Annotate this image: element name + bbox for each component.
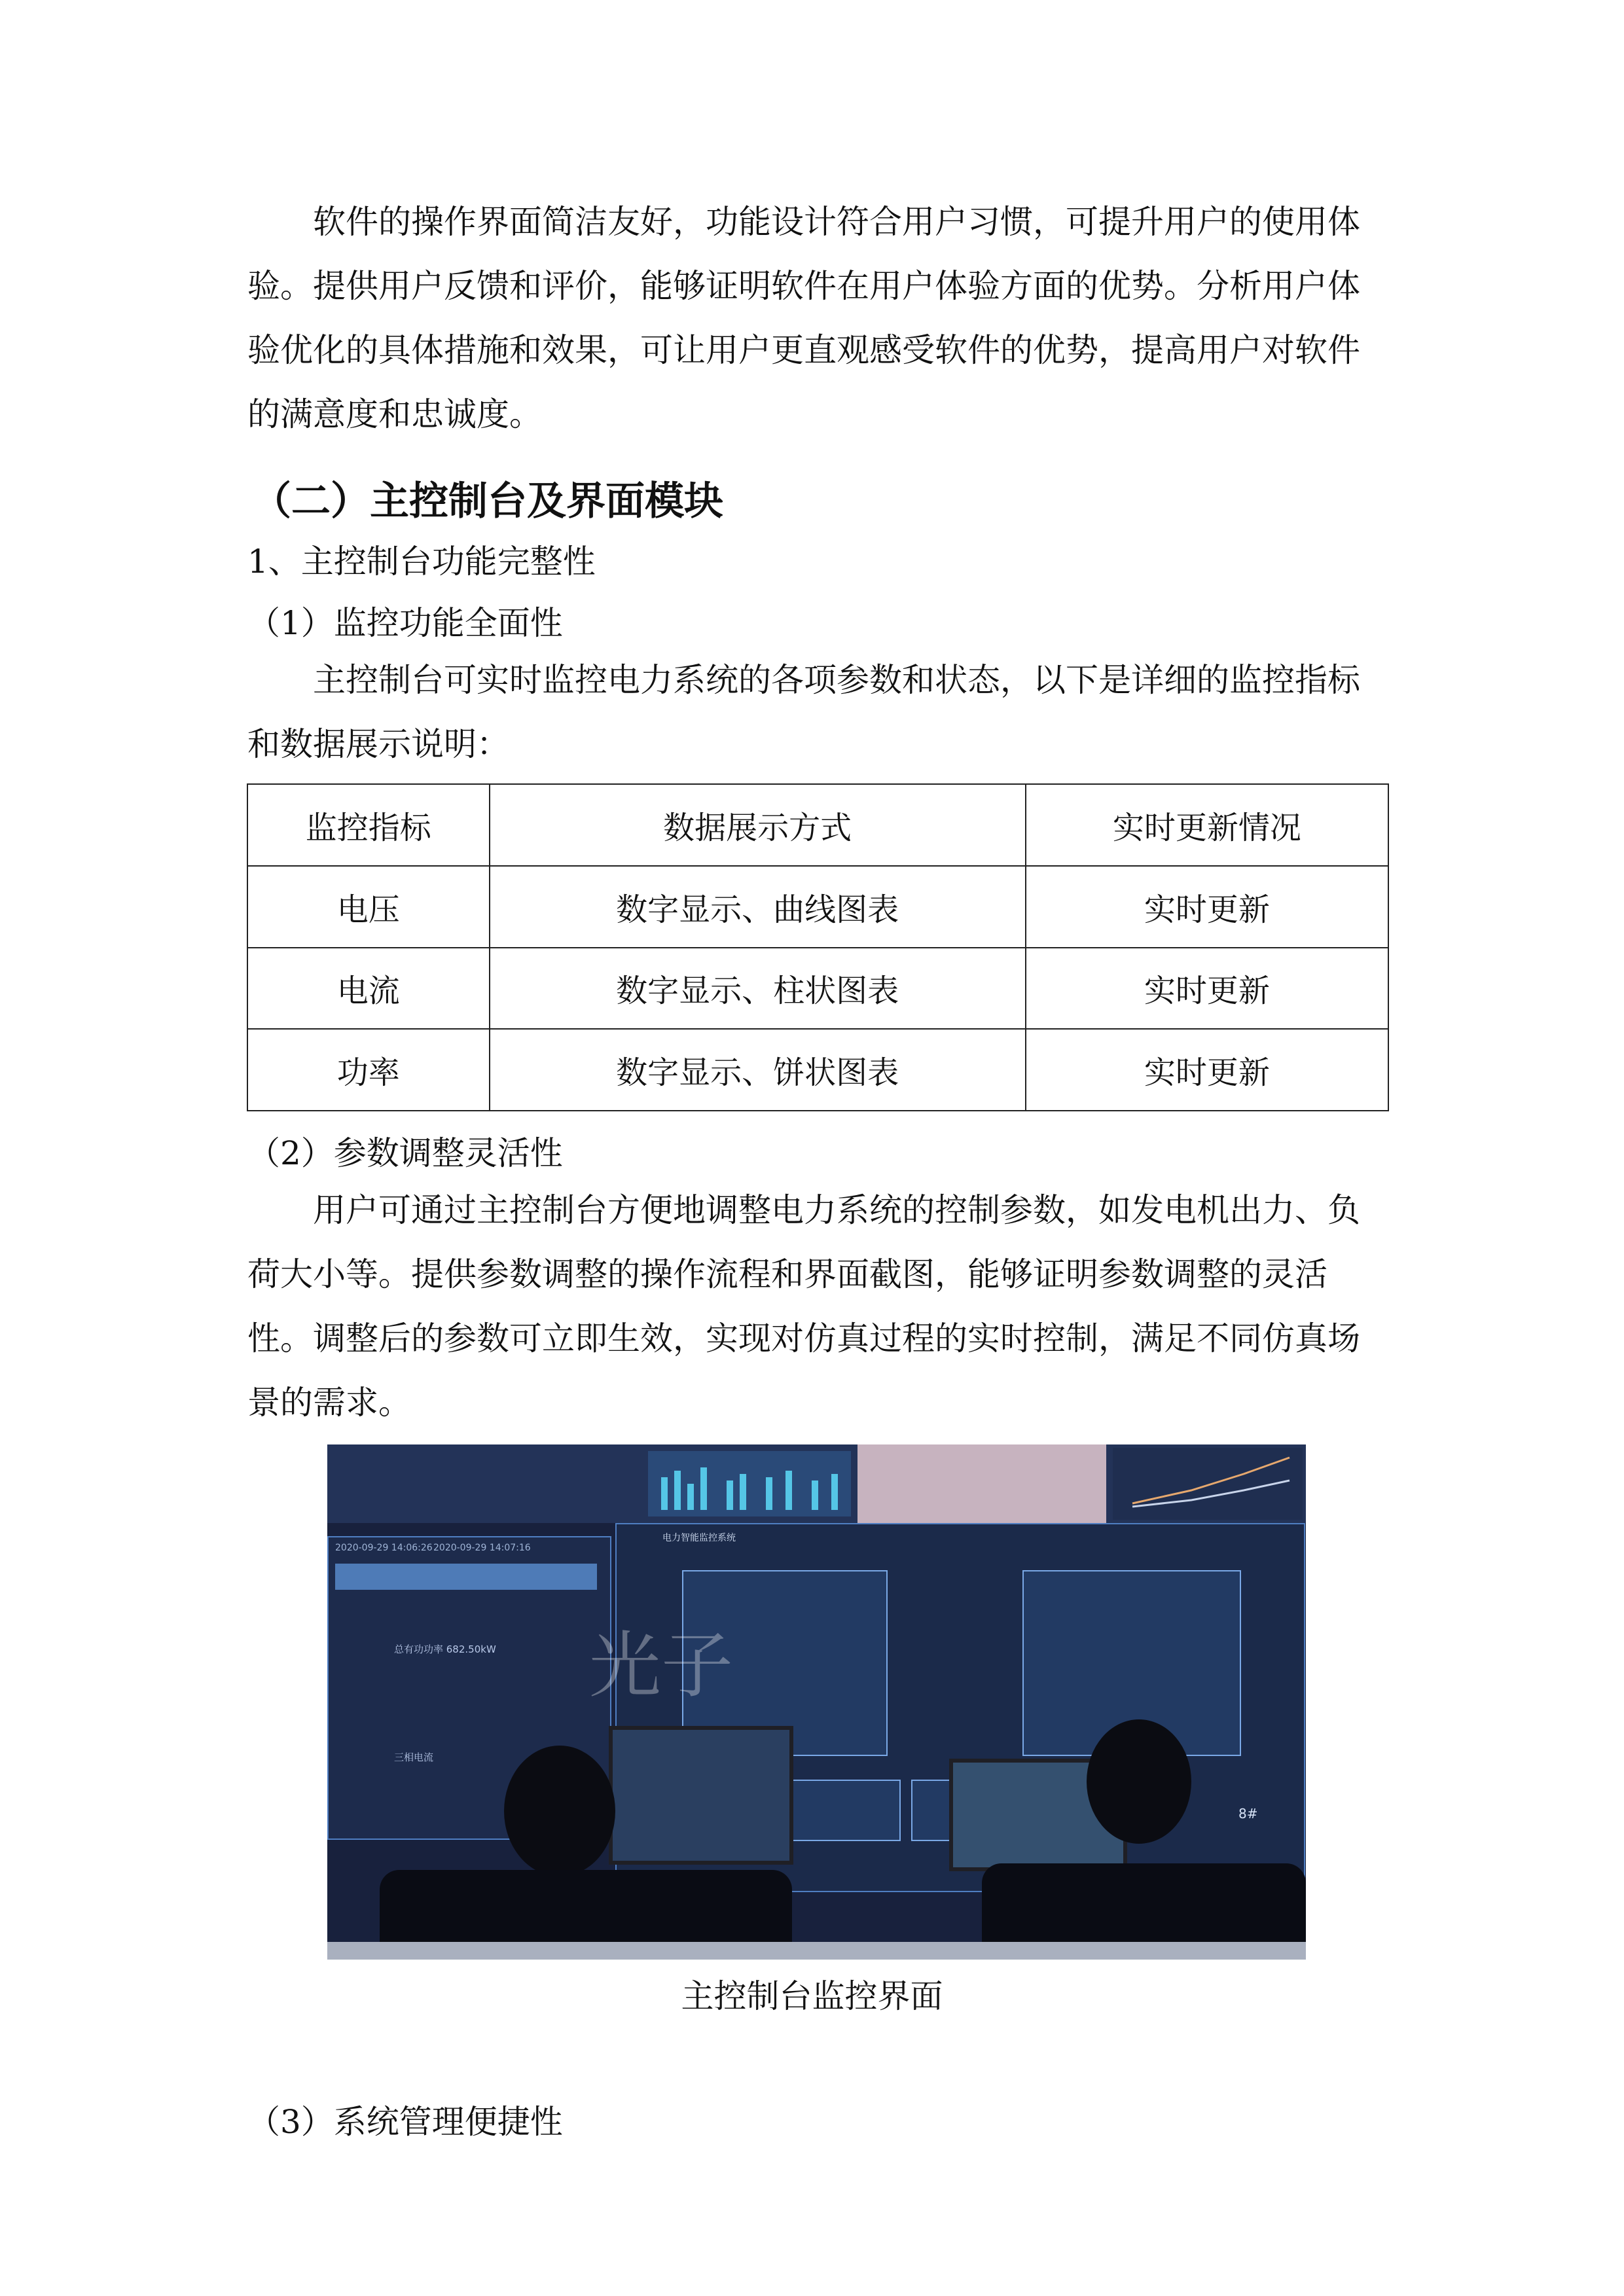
table-cell: 数字显示、曲线图表	[490, 866, 1026, 948]
control-room-photo	[327, 1444, 1306, 1960]
left-label-2: 三相电流	[394, 1751, 434, 1763]
table-row	[247, 948, 1388, 1030]
table-cell: 功率	[247, 1029, 490, 1111]
item-2-title: （2）参数调整灵活性	[247, 1134, 563, 1172]
item-2-line: 景的需求。	[247, 1384, 411, 1422]
left-time-1: 2020-09-29 14:06:26	[335, 1543, 433, 1553]
intro-line: 的满意度和忠诚度。	[247, 395, 542, 433]
wave-strip	[335, 1564, 597, 1590]
intro-line: 软件的操作界面简洁友好，功能设计符合用户习惯，可提升用户的使用体	[313, 203, 1360, 241]
top-screen-strip	[327, 1444, 1306, 1523]
table-cell: 实时更新	[1026, 948, 1388, 1030]
table-cell: 实时更新	[1026, 866, 1388, 948]
section-title: （二）主控制台及界面模块	[252, 478, 723, 524]
table-cell: 数字显示、柱状图表	[490, 948, 1026, 1030]
item-1-line: 主控制台可实时监控电力系统的各项参数和状态，以下是详细的监控指标	[313, 661, 1360, 699]
intro-line: 验优化的具体措施和效果，可让用户更直观感受软件的优势，提高用户对软件	[247, 331, 1360, 369]
table-cell: 电流	[247, 948, 490, 1030]
table-header-cell: 实时更新情况	[1026, 784, 1388, 866]
top-bar-chart	[327, 1444, 1306, 1523]
item-3-title: （3）系统管理便捷性	[247, 2103, 563, 2141]
table-row	[247, 866, 1388, 948]
watermark: 光子	[589, 1624, 733, 1708]
table-cell: 数字显示、饼状图表	[490, 1029, 1026, 1111]
left-label-1: 总有功功率 682.50kW	[394, 1643, 496, 1655]
item-2-line: 用户可通过主控制台方便地调整电力系统的控制参数，如发电机出力、负	[313, 1191, 1360, 1229]
item-2-line: 荷大小等。提供参数调整的操作流程和界面截图，能够证明参数调整的灵活	[247, 1255, 1327, 1293]
operator-head	[504, 1746, 615, 1876]
item-1-line: 和数据展示说明：	[247, 725, 509, 763]
desk-edge	[327, 1942, 1306, 1960]
operator-head	[1087, 1719, 1191, 1844]
table-cell: 电压	[247, 866, 490, 948]
monitor-table	[247, 783, 1389, 1111]
table-header-row	[247, 784, 1388, 866]
table-row	[247, 1029, 1388, 1111]
table-header-cell: 数据展示方式	[490, 784, 1026, 866]
figure-caption: 主控制台监控界面	[681, 1977, 943, 2015]
item-2-paragraph	[247, 1178, 1388, 1435]
subsection-title: 1、主控制台功能完整性	[247, 543, 596, 581]
intro-line: 验。提供用户反馈和评价，能够证明软件在用户体验方面的优势。分析用户体	[247, 267, 1360, 305]
intro-paragraph	[247, 190, 1388, 446]
item-2-line: 性。调整后的参数可立即生效，实现对仿真过程的实时控制，满足不同仿真场	[247, 1319, 1360, 1357]
main-screen-title: 电力智能监控系统	[662, 1533, 736, 1543]
table-header-cell: 监控指标	[247, 784, 490, 866]
item-1-title: （1）监控功能全面性	[247, 604, 563, 642]
left-time-2: 2020-09-29 14:07:16	[433, 1543, 531, 1553]
item-1-paragraph	[247, 648, 1388, 776]
right-mark: 8#	[1238, 1806, 1258, 1821]
desk-monitor	[609, 1726, 793, 1865]
table-cell: 实时更新	[1026, 1029, 1388, 1111]
